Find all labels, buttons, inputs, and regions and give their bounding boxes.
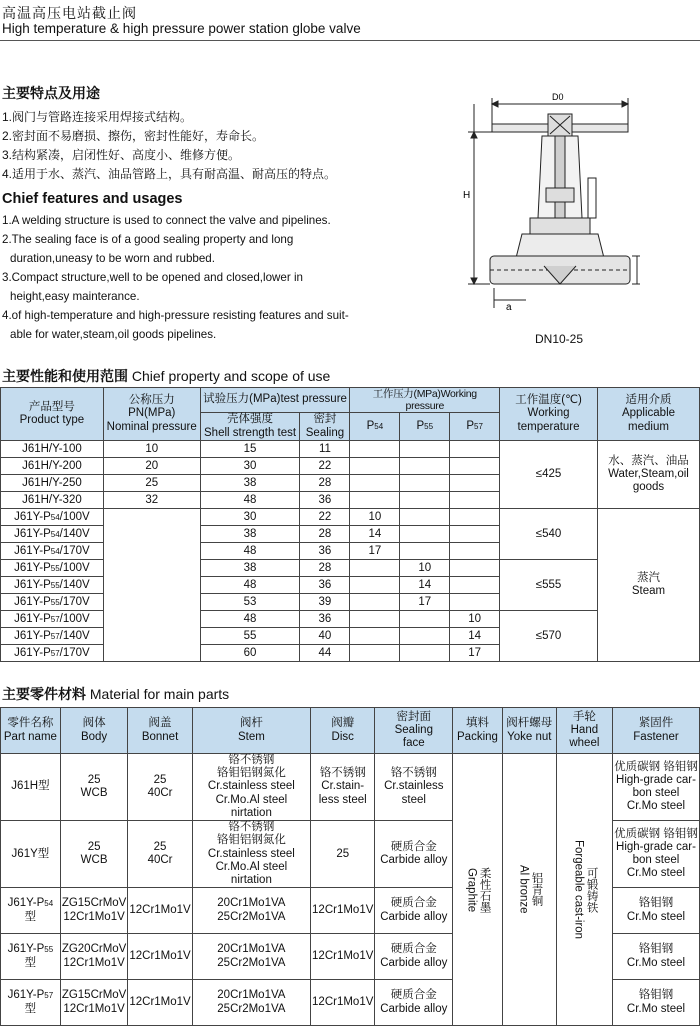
cell-bonnet: 25 40Cr [128,821,192,888]
cell-seal: 36 [300,611,350,628]
cell-bonnet: 25 40Cr [128,754,192,821]
cell-model: J61Y-P54/100V [1,509,104,526]
cell-model: J61Y-P54/170V [1,543,104,560]
material-title-cn: 主要零件材料 [2,686,86,702]
cell-p57 [450,543,500,560]
cell-fastener: 优质碳钢 铬钼钢 High-grade car- bon steel Cr.Mo steel [612,821,699,888]
cell-seal: 22 [300,509,350,526]
cell-model: J61H/Y-100 [1,441,104,458]
mh-packing: 填料 Packing [453,708,503,754]
property-table [0,387,700,662]
mh-part: 零件名称 Part name [1,708,61,754]
cell-model: J61Y-P54/140V [1,526,104,543]
cell-p57: 14 [450,628,500,645]
cell-p55: 14 [400,577,450,594]
cell-seal: 硬质合金 Carbide alloy [375,821,453,888]
cell-part: J61H型 [1,754,61,821]
feature-cn-4: 4.适用于水、蒸汽、油品管路上，具有耐高温、耐高压的特点。 [2,167,337,181]
material-table [0,707,700,1026]
cell-yoke-text: 铝青铜 Al bronze [517,865,543,914]
features-en-title: Chief features and usages [2,191,183,207]
cell-stem: 铬不锈钢 铬钼铝钢氮化 Cr.stainless steel Cr.Mo.Al steel nirtation [192,754,310,821]
cell-p57 [450,492,500,509]
cell-seal: 11 [300,441,350,458]
feature-en-3: 3.Compact structure,well to be opened and closed,lower in [2,271,303,284]
feature-en-4b: able for water,steam,oil goods pipelines. [10,328,217,341]
cell-temp: ≤555 [500,560,598,611]
mh-yoke: 阀杆螺母 Yoke nut [502,708,556,754]
feature-en-2b: duration,uneasy to be worn and rubbed. [10,252,215,265]
cell-model: J61Y-P57/140V [1,628,104,645]
feature-en-3b: height,easy mainterance. [10,290,140,303]
cell-p57 [450,594,500,611]
cell-hand [556,754,612,1026]
mh-fastener: 紧固件 Fastener [612,708,699,754]
cell-seal: 39 [300,594,350,611]
features-cn-title: 主要特点及用途 [2,85,100,101]
cell-shell: 38 [200,475,300,492]
cell-disc: 铬不锈钢 Cr.stain- less steel [311,754,375,821]
cell-pn: 10 [103,441,200,458]
cell-body: ZG20CrMoV 12Cr1Mo1V [60,934,128,980]
material-row [1,754,700,821]
cell-p55 [400,509,450,526]
cell-shell: 30 [200,509,300,526]
cell-medium-water: 水、蒸汽、油品 Water,Steam,oil goods [597,441,699,509]
cell-body: ZG15CrMoV 12Cr1Mo1V [60,888,128,934]
property-title-en: Chief property and scope of use [131,368,331,384]
cell-p55 [400,611,450,628]
cell-p54 [350,492,400,509]
header-medium: 适用介质 Applicable medium [597,388,699,441]
cell-packing [453,754,503,1026]
cell-p57 [450,441,500,458]
cell-p57: 17 [450,645,500,662]
cell-p55 [400,543,450,560]
title-cn: 高温高压电站截止阀 [2,5,137,21]
cell-stem: 铬不锈钢 铬钼铝钢氮化 Cr.stainless steel Cr.Mo.Al steel nirtation [192,821,310,888]
header-model: 产品型号 Product type [1,388,104,441]
cell-seal: 硬质合金 Carbide alloy [375,934,453,980]
cell-body: 25 WCB [60,821,128,888]
cell-pn: 20 [103,458,200,475]
cell-p54 [350,611,400,628]
cell-shell: 38 [200,526,300,543]
header-shell: 壳体强度 Shell strength test [200,413,300,441]
cell-p54 [350,560,400,577]
cell-body: 25 WCB [60,754,128,821]
cell-shell: 60 [200,645,300,662]
cell-shell: 53 [200,594,300,611]
cell-seal: 硬质合金 Carbide alloy [375,888,453,934]
header-temp: 工作温度(℃) Working temperature [500,388,598,441]
cell-pn-empty [103,509,200,662]
cell-disc: 12Cr1Mo1V [311,888,375,934]
cell-shell: 55 [200,628,300,645]
cell-p55 [400,645,450,662]
cell-shell: 48 [200,543,300,560]
header-p55: P55 [400,413,450,441]
cell-p57: 10 [450,611,500,628]
cell-pn: 25 [103,475,200,492]
cell-model: J61Y-P57/170V [1,645,104,662]
cell-bonnet: 12Cr1Mo1V [128,888,192,934]
cell-part: J61Y-P54型 [1,888,61,934]
cell-packing-text: 柔性石墨 Graphite [465,866,491,913]
mh-seal: 密封面 Sealing face [375,708,453,754]
cell-temp: ≤540 [500,509,598,560]
cell-disc: 25 [311,821,375,888]
cell-p57 [450,475,500,492]
cell-p54: 14 [350,526,400,543]
cell-disc: 12Cr1Mo1V [311,934,375,980]
cell-fastener: 铬钼钢 Cr.Mo steel [612,888,699,934]
cell-p57 [450,509,500,526]
feature-en-2: 2.The sealing face is of a good sealing property and long [2,233,294,246]
cell-p54 [350,628,400,645]
cell-seal: 40 [300,628,350,645]
mh-bonnet: 阀盖 Bonnet [128,708,192,754]
property-row [1,509,700,526]
feature-cn-3: 3.结构紧凑，启闭性好、高度小、维修方便。 [2,148,241,162]
cell-seal: 36 [300,492,350,509]
cell-part: J61Y-P55型 [1,934,61,980]
cell-p57 [450,577,500,594]
cell-seal: 铬不锈钢 Cr.stainless steel [375,754,453,821]
header-seal: 密封 Sealing [300,413,350,441]
cell-p57 [450,526,500,543]
cell-temp: ≤570 [500,611,598,662]
cell-p57 [450,560,500,577]
cell-shell: 38 [200,560,300,577]
feature-en-1: 1.A welding structure is used to connect the valve and pipelines. [2,214,331,227]
cell-p54 [350,577,400,594]
cell-seal: 28 [300,560,350,577]
cell-bonnet: 12Cr1Mo1V [128,980,192,1026]
cell-model: J61Y-P55/100V [1,560,104,577]
cell-shell: 15 [200,441,300,458]
cell-hand-text: 可锻铸铁 Forgeable cast-iron [572,840,598,940]
cell-disc: 12Cr1Mo1V [311,980,375,1026]
mh-stem: 阀杆 Stem [192,708,310,754]
header-p57: P57 [450,413,500,441]
header-p54: P54 [350,413,400,441]
cell-shell: 48 [200,492,300,509]
cell-shell: 30 [200,458,300,475]
cell-shell: 48 [200,611,300,628]
cell-p54 [350,594,400,611]
cell-pn: 32 [103,492,200,509]
mh-body: 阀体 Body [60,708,128,754]
mh-hand: 手轮 Hand wheel [556,708,612,754]
cell-seal: 硬质合金 Carbide alloy [375,980,453,1026]
cell-model: J61Y-P55/140V [1,577,104,594]
cell-seal: 36 [300,543,350,560]
header-working-pressure: 工作压力(MPa)Working pressure [350,388,500,413]
cell-seal: 44 [300,645,350,662]
cell-p57 [450,458,500,475]
cell-model: J61H/Y-250 [1,475,104,492]
cell-yoke [502,754,556,1026]
cell-p54 [350,441,400,458]
cell-model: J61Y-P57/100V [1,611,104,628]
cell-seal: 36 [300,577,350,594]
cell-stem: 20Cr1Mo1VA 25Cr2Mo1VA [192,934,310,980]
cell-seal: 28 [300,475,350,492]
title-en: High temperature & high pressure power station globe valve [2,21,361,36]
header-test-pressure: 试验压力(MPa)test pressure [200,388,350,413]
feature-cn-1: 1.阀门与管路连接采用焊接式结构。 [2,110,193,124]
cell-seal: 22 [300,458,350,475]
cell-model: J61H/Y-320 [1,492,104,509]
cell-fastener: 铬钼钢 Cr.Mo steel [612,980,699,1026]
cell-p54: 17 [350,543,400,560]
cell-model: J61H/Y-200 [1,458,104,475]
cell-p55 [400,628,450,645]
drawing-caption: DN10-25 [535,332,584,346]
cell-bonnet: 12Cr1Mo1V [128,934,192,980]
feature-en-4: 4.of high-temperature and high-pressure resisting features and suit- [2,309,349,322]
property-title-cn: 主要性能和使用范围 [2,368,128,384]
valve-drawing [460,88,640,328]
cell-p54 [350,458,400,475]
material-section-title [2,684,229,704]
label-a: a [506,302,512,313]
cell-fastener: 优质碳钢 铬钼钢 High-grade car- bon steel Cr.Mo steel [612,754,699,821]
cell-p55: 17 [400,594,450,611]
property-section-title [2,366,330,386]
cell-part: J61Y型 [1,821,61,888]
cell-stem: 20Cr1Mo1VA 25Cr2Mo1VA [192,980,310,1026]
cell-temp: ≤425 [500,441,598,509]
cell-p54 [350,645,400,662]
cell-p55 [400,475,450,492]
cell-model: J61Y-P55/170V [1,594,104,611]
header-pn: 公称压力PN(MPa) Nominal pressure [103,388,200,441]
header-divider [0,40,700,41]
cell-p54: 10 [350,509,400,526]
cell-shell: 48 [200,577,300,594]
cell-p55 [400,492,450,509]
cell-stem: 20Cr1Mo1VA 25Cr2Mo1VA [192,888,310,934]
label-d0: D0 [552,92,564,102]
material-title-en: Material for main parts [89,686,230,702]
feature-cn-2: 2.密封面不易磨损、擦伤，密封性能好，寿命长。 [2,129,265,143]
cell-body: ZG15CrMoV 12Cr1Mo1V [60,980,128,1026]
mh-disc: 阀瓣 Disc [311,708,375,754]
cell-p55 [400,458,450,475]
cell-part: J61Y-P57型 [1,980,61,1026]
cell-seal: 28 [300,526,350,543]
cell-p54 [350,475,400,492]
cell-medium-steam: 蒸汽 Steam [597,509,699,662]
property-row [1,441,700,458]
label-h: H [463,190,471,201]
cell-p55 [400,441,450,458]
cell-fastener: 铬钼钢 Cr.Mo steel [612,934,699,980]
cell-p55 [400,526,450,543]
cell-p55: 10 [400,560,450,577]
